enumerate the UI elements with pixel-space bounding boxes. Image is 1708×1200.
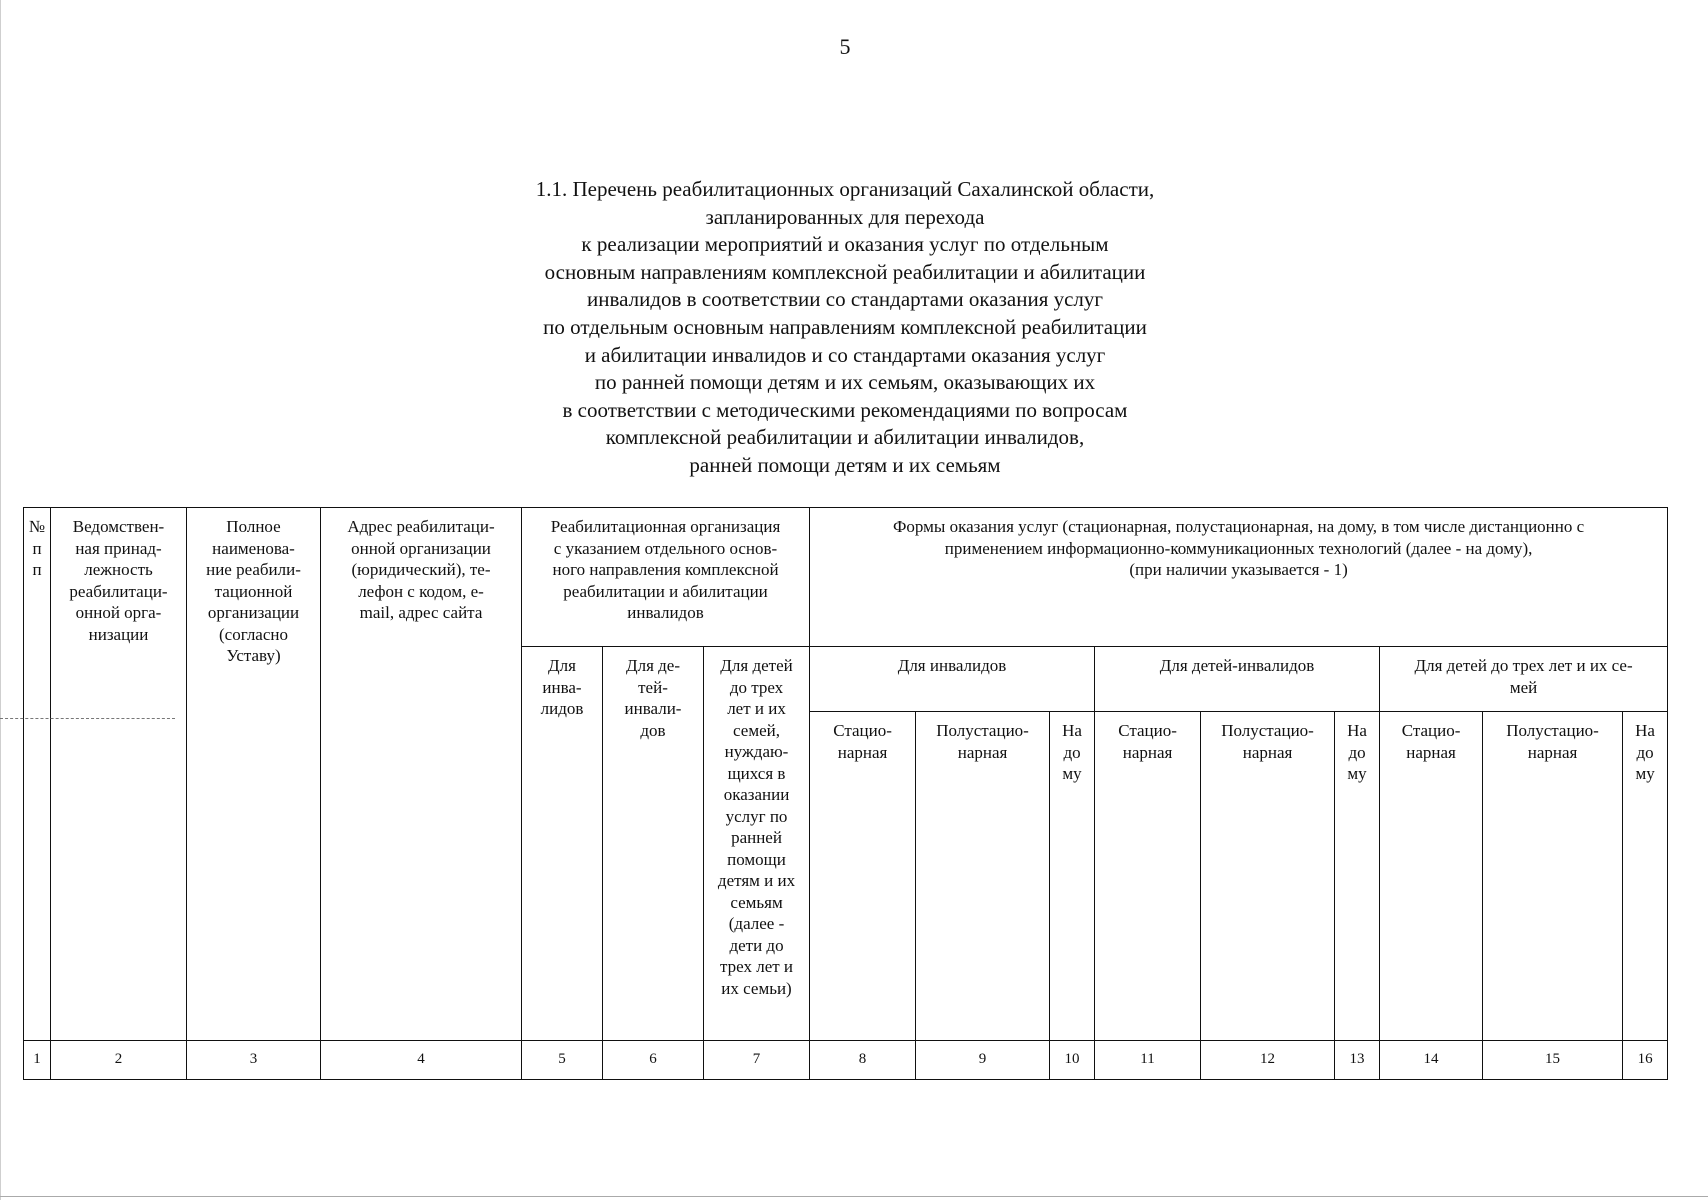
title-line: основным направлениям комплексной реабилитации и абилитации <box>544 259 1146 284</box>
header-forms-children-under-three: Для детей до трех лет и их се- мей <box>1380 647 1668 712</box>
header-service-forms: Формы оказания услуг (стационарная, полустационарная, на дому, в том числе дистанционно с применением информационно-коммуникационных технологий (далее - на дому), (при наличии указывается - 1) <box>810 508 1668 647</box>
column-number: 2 <box>51 1041 187 1080</box>
title-line: в соответствии с методическими рекомендациями по вопросам <box>562 397 1128 422</box>
header-full-name: Полное наименова- ние реабили- тационной организации (согласно Уставу) <box>187 508 321 1041</box>
column-number: 3 <box>187 1041 321 1080</box>
column-number: 13 <box>1335 1041 1380 1080</box>
header-number: № п п <box>24 508 51 1041</box>
header-semi-inpatient: Полустацио- нарная <box>1201 712 1335 1041</box>
header-rehab-for-children-under-three: Для детей до трех лет и их семей, нуждаю- щихся в оказании услуг по ранней помощи детям и их семьям (далее - дети до трех лет и их семьи) <box>704 647 810 1041</box>
title-line: по ранней помощи детям и их семьям, оказывающих их <box>594 370 1096 395</box>
column-number: 11 <box>1095 1041 1201 1080</box>
header-inpatient: Стацио- нарная <box>1095 712 1201 1041</box>
header-department: Ведомствен- ная принад- лежность реабилитаци- онной орга- низации <box>51 508 187 1041</box>
document-title <box>0 176 1690 480</box>
title-line: запланированных для перехода <box>705 204 985 229</box>
column-numbers-row <box>24 1041 1668 1080</box>
header-rehab-for-disabled: Для инва- лидов <box>522 647 603 1041</box>
header-inpatient: Стацио- нарная <box>810 712 916 1041</box>
column-number: 1 <box>24 1041 51 1080</box>
column-number: 5 <box>522 1041 603 1080</box>
header-forms-disabled: Для инвалидов <box>810 647 1095 712</box>
header-forms-disabled-children: Для детей-инвалидов <box>1095 647 1380 712</box>
column-number: 9 <box>916 1041 1050 1080</box>
header-semi-inpatient: Полустацио- нарная <box>1483 712 1623 1041</box>
column-number: 12 <box>1201 1041 1335 1080</box>
column-number: 14 <box>1380 1041 1483 1080</box>
header-semi-inpatient: Полустацио- нарная <box>916 712 1050 1041</box>
header-inpatient: Стацио- нарная <box>1380 712 1483 1041</box>
title-line: комплексной реабилитации и абилитации инвалидов, <box>605 425 1085 450</box>
page-number: 5 <box>839 34 851 59</box>
column-number: 6 <box>603 1041 704 1080</box>
header-at-home: На до му <box>1335 712 1380 1041</box>
header-at-home: На до му <box>1050 712 1095 1041</box>
page-bottom-rule <box>0 1196 1708 1197</box>
column-number: 8 <box>810 1041 916 1080</box>
header-at-home: На до му <box>1623 712 1668 1041</box>
header-rehab-for-disabled-children: Для де- тей- инвали- дов <box>603 647 704 1041</box>
title-line: и абилитации инвалидов и со стандартами оказания услуг <box>584 342 1106 367</box>
column-number: 16 <box>1623 1041 1668 1080</box>
title-line: инвалидов в соответствии со стандартами оказания услуг <box>586 287 1104 312</box>
title-line: ранней помощи детям и их семьям <box>689 452 1001 477</box>
column-number: 15 <box>1483 1041 1623 1080</box>
column-number: 4 <box>321 1041 522 1080</box>
title-line: к реализации мероприятий и оказания услуг по отдельным <box>581 232 1109 257</box>
title-line: 1.1. Перечень реабилитационных организаций Сахалинской области, <box>535 177 1155 201</box>
header-address: Адрес реабилитаци- онной организации (юридический), те- лефон с кодом, e- mail, адрес сайта <box>321 508 522 1041</box>
column-number: 10 <box>1050 1041 1095 1080</box>
column-number: 7 <box>704 1041 810 1080</box>
title-line: по отдельным основным направлениям комплексной реабилитации <box>543 314 1147 339</box>
organizations-table <box>23 507 1668 1080</box>
margin-dashed-line <box>0 718 175 719</box>
header-rehab-organization: Реабилитационная организация с указанием отдельного основ- ного направления комплексной реабилитации и абилитации инвалидов <box>522 508 810 647</box>
